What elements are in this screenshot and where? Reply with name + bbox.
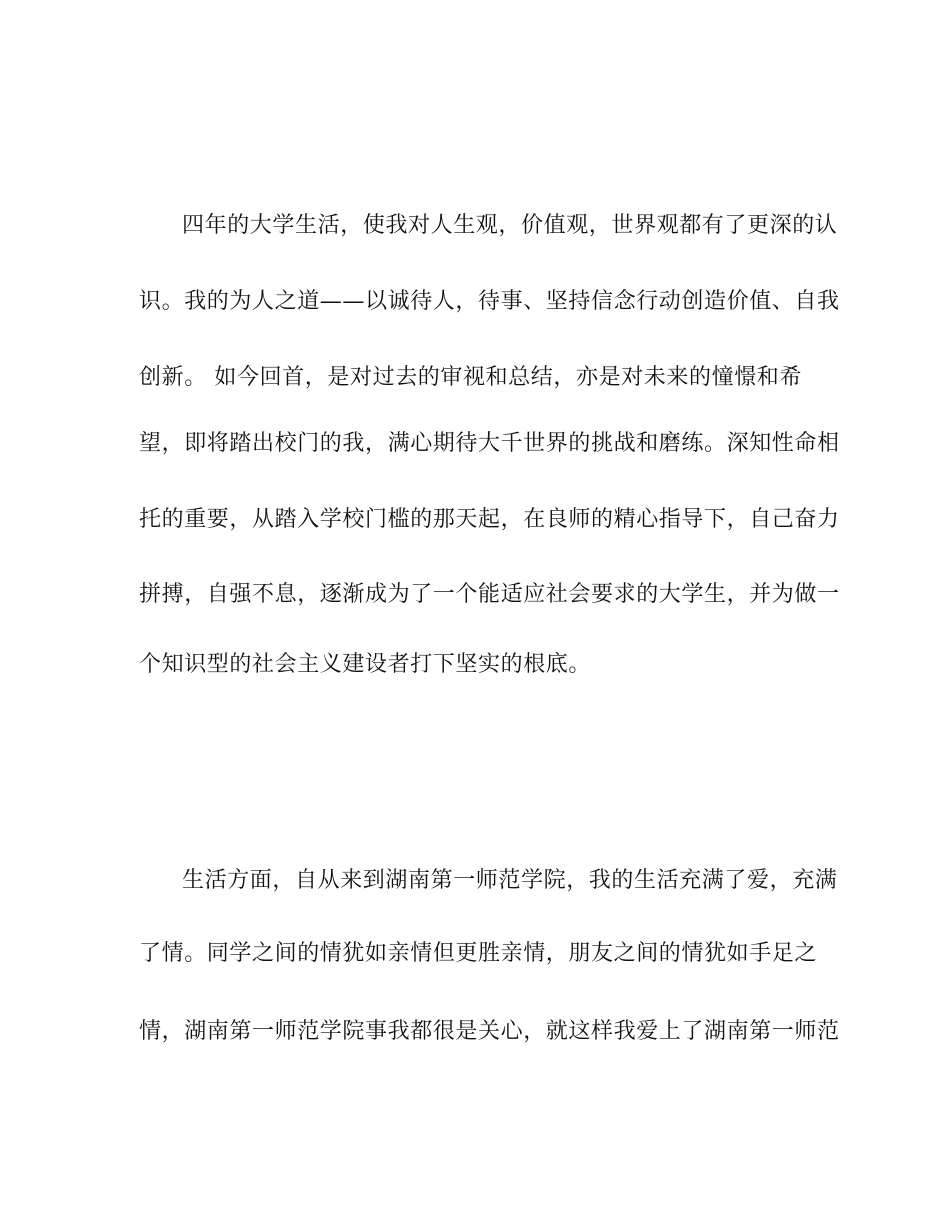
paragraph-1-line-7: 个知识型的社会主义建设者打下坚实的根底。 <box>139 652 592 677</box>
paragraph-1-line-2: 识。我的为人之道——以诚待人，待事、坚持信念行动创造价值、自我 <box>139 289 840 314</box>
paragraph-1-line-6: 拼搏，自强不息，逐渐成为了一个能适应社会要求的大学生，并为做一 <box>139 582 840 607</box>
paragraph-1-line-1: 四年的大学生活，使我对人生观，价值观，世界观都有了更深的认 <box>182 213 838 238</box>
paragraph-1-line-4: 望，即将踏出校门的我，满心期待大千世界的挑战和磨练。深知性命相 <box>139 431 840 456</box>
paragraph-1-line-3: 创新。 如今回首，是对过去的审视和总结，亦是对未来的憧憬和希 <box>139 365 802 390</box>
paragraph-2-line-3: 情，湖南第一师范学院事我都很是关心，就这样我爱上了湖南第一师范 <box>139 1019 840 1044</box>
paragraph-1-line-5: 托的重要，从踏入学校门槛的那天起，在良师的精心指导下，自己奋力 <box>139 507 840 532</box>
paragraph-2-line-1: 生活方面，自从来到湖南第一师范学院，我的生活充满了爱，充满 <box>182 868 838 893</box>
paragraph-2-line-2: 了情。同学之间的情犹如亲情但更胜亲情，朋友之间的情犹如手足之 <box>139 941 818 966</box>
